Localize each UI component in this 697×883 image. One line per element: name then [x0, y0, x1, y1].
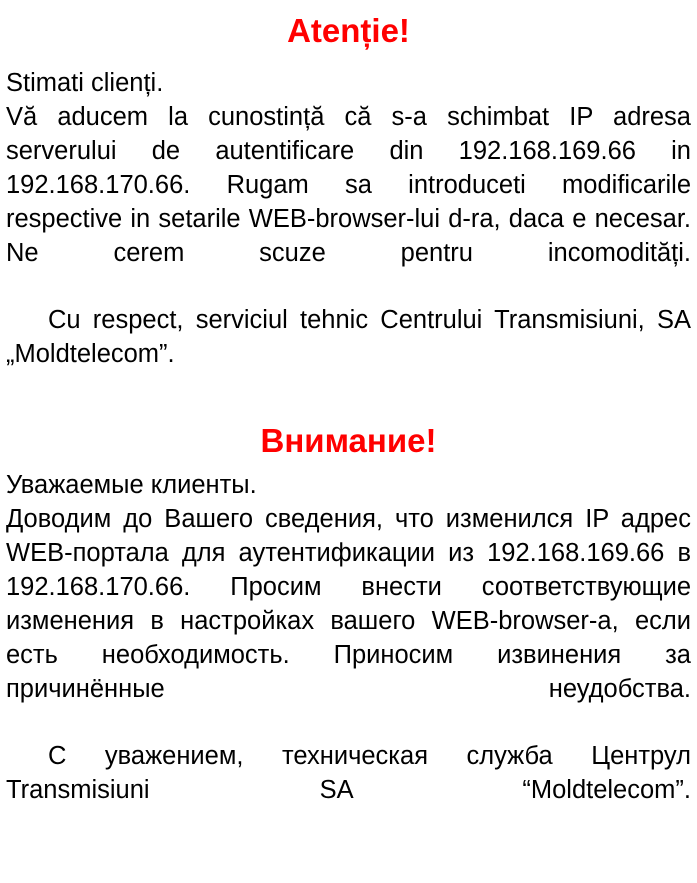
- paragraph-ru-greeting: Уважаемые клиенты.: [6, 471, 257, 500]
- paragraph-ru-signature: С уважением, техническая служба Центрул Transmisiuni SA “Moldtelecom”.: [6, 742, 691, 805]
- notice-body-ro: [6, 47, 691, 406]
- paragraph-ro-main: Vă aducem la cunostință că s-a schimbat IP adresa serverului de autentificare din 192.168.169.66 in 192.168.170.66. Rugam sa introduceti modificarile respective in setarile WEB-browser-lui d-ra, daca e necesar. Ne cerem scuze pentru incomodități.: [6, 102, 691, 267]
- paragraph-ru-main: Доводим до Вашего сведения, что изменился IP адрес WEB-портала для аутентификации из 192.168.169.66 в 192.168.170.66. Просим внести соответствующие изменения в настройках вашего WEB-browser-a, если есть необходимость. Приносим извинения за причинённые неудобства.: [6, 504, 691, 703]
- paragraph-ro-signature: Cu respect, serviciul tehnic Centrului Transmisiuni, SA „Moldtelecom”.: [6, 306, 691, 369]
- page-title-ru: Внимание!: [260, 422, 437, 460]
- notice-body-ru: [6, 457, 691, 842]
- paragraph-ro-greeting: Stimati clienți.: [6, 69, 164, 97]
- page-title-ro: Atenție!: [287, 12, 410, 49]
